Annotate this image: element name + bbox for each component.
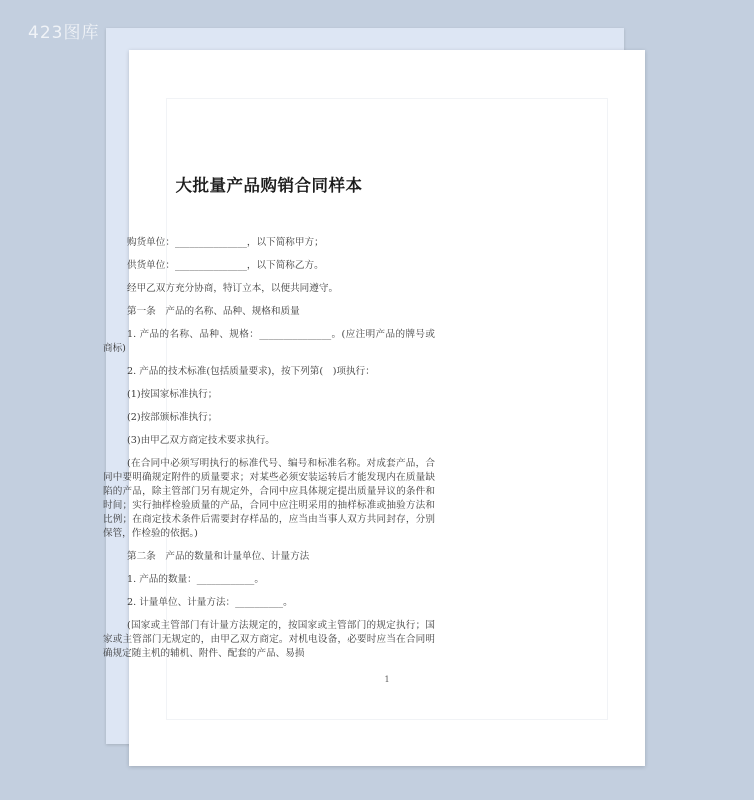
paragraph-tech-standard: 2. 产品的技术标准(包括质量要求)，按下列第( )项执行： [127,366,375,377]
article-1-heading: 第一条 产品的名称、品种、规格和质量 [127,306,300,317]
paragraph-agreement: 经甲乙双方充分协商，特订立本，以便共同遵守。 [127,283,339,294]
paragraph-national-standard: (1)按国家标准执行； [127,389,218,400]
paragraph-product-spec: 1. 产品的名称、品种、规格：_______________。(应注明产品的牌号或商标) [103,329,435,354]
watermark-text: 423图库 [28,23,100,43]
document-content [103,130,435,670]
page-number: 1 [384,675,390,684]
paragraph-agreed-standard: (3)由甲乙双方商定技术要求执行。 [127,435,275,446]
paragraph-unit-method: 2. 计量单位、计量方法：__________。 [127,597,293,608]
paragraph-measurement-note: (国家或主管部门有计量方法规定的，按国家或主管部门的规定执行；国家或主管部门无规定的，由甲乙双方商定。对机电设备，必要时应当在合同明确规定随主机的辅机、附件、配套的产品、易损 [103,620,435,659]
paragraph-buyer: 购货单位：_______________，以下简称甲方； [127,237,324,248]
paragraph-quantity: 1. 产品的数量：____________。 [127,574,264,585]
article-2-heading: 第二条 产品的数量和计量单位、计量方法 [127,551,310,562]
paragraph-standard-note: (在合同中必须写明执行的标准代号、编号和标准名称。对成套产品，合同中要明确规定附件的质量要求；对某些必须安装运转后才能发现内在质量缺陷的产品，除主管部门另有规定外，合同中应具体规定提出质量异议的条件和时间；实行抽样检验质量的产品，合同中应注明采用的抽样标准或抽验方法和比例；在商定技术条件后需要封存样品的，应当由当事人双方共同封存，分别保管，作检验的依据。) [103,458,435,539]
document-title: 大批量产品购销合同样本 [175,176,363,195]
paragraph-seller: 供货单位：_______________，以下简称乙方。 [127,260,324,271]
paragraph-ministry-standard: (2)按部颁标准执行； [127,412,218,423]
